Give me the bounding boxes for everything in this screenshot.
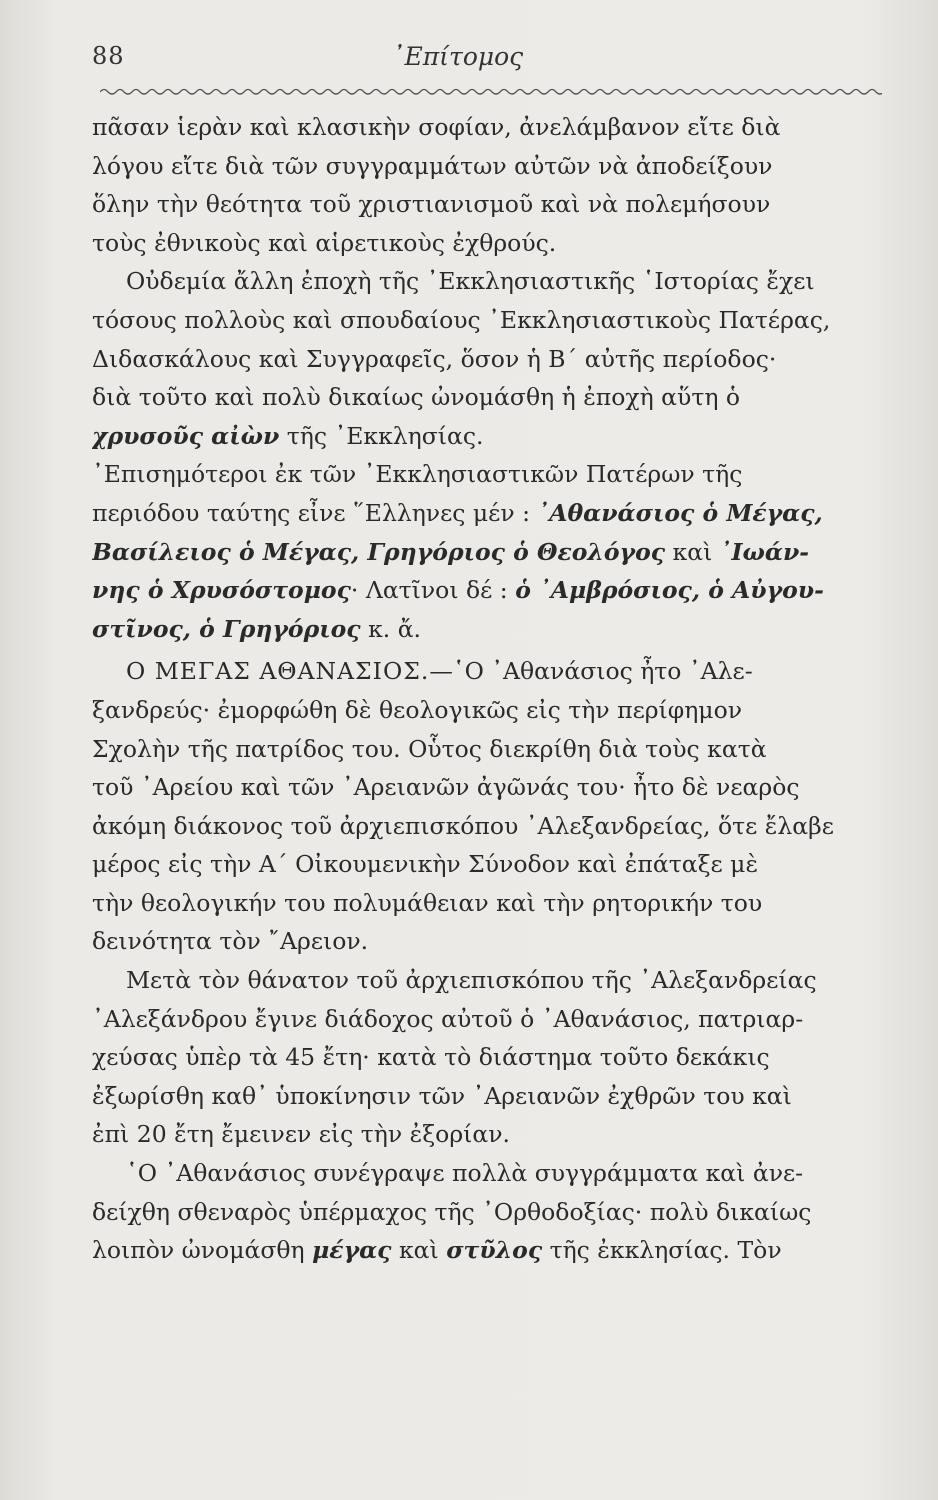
text-line: δείχθη σθεναρὸς ὑπέρμαχος τῆς ᾿Ορθοδοξίας· πολὺ δικαίως	[92, 1197, 812, 1226]
text-line: τοὺς ἐθνικοὺς καὶ αἱρετικοὺς ἐχθρούς.	[92, 228, 557, 257]
text-line: ξανδρεύς· ἐμορφώθη δὲ θεολογικῶς εἰς τὴν περίφημον	[92, 695, 743, 724]
text-run: τῆς ἐκκλησίας. Τὸν	[542, 1236, 782, 1265]
text-line: ἐξωρίσθη καθ᾿ ὑποκίνησιν τῶν ᾿Αρειανῶν ἐχθρῶν του καὶ	[92, 1081, 792, 1110]
emphasis-name: ὁ ᾿Αμβρόσιος, ὁ Αὐγου-	[515, 576, 824, 605]
text-run: καὶ	[665, 537, 720, 566]
emphasis-name: ᾿Ιωάν-	[719, 537, 810, 566]
text-run: λοιπὸν ὠνομάσθη	[92, 1236, 313, 1265]
paragraph-3	[92, 455, 882, 648]
ornamental-rule	[100, 84, 882, 98]
text-line: ἀκόμη διάκονος τοῦ ἀρχιεπισκόπου ᾿Αλεξανδρείας, ὅτε ἔλαβε	[92, 811, 834, 840]
page-header	[92, 42, 882, 82]
text-line: ᾿Επισημότεροι ἐκ τῶν ᾿Εκκλησιαστικῶν Πατέρων τῆς	[92, 460, 743, 489]
emphasis-word: στῦλος	[446, 1236, 543, 1265]
running-title: ᾿Επίτομος	[392, 42, 524, 71]
text-line: τὴν θεολογικήν του πολυμάθειαν καὶ τὴν ρητορικήν του	[92, 888, 763, 917]
paragraph-6	[92, 1154, 882, 1270]
paragraph-1	[92, 108, 882, 262]
text-line: ὅλην τὴν θεότητα τοῦ χριστιανισμοῦ καὶ νὰ πολεμήσουν	[92, 190, 771, 219]
text-line: Σχολὴν τῆς πατρίδος του. Οὗτος διεκρίθη διὰ τοὺς κατὰ	[92, 734, 767, 763]
text-line: τόσους πολλοὺς καὶ σπουδαίους ᾿Εκκλησιαστικοὺς Πατέρας,	[92, 305, 831, 334]
page-number: 88	[92, 42, 125, 70]
text-run: τῆς ᾿Εκκλησίας.	[279, 421, 484, 450]
body-text	[92, 108, 882, 1270]
text-line: διὰ τοῦτο καὶ πολὺ δικαίως ὠνομάσθη ἡ ἐποχὴ αὕτη ὁ	[92, 383, 741, 412]
text-line	[92, 571, 882, 610]
emphasis-golden-age: χρυσοῦς αἰὼν	[92, 421, 280, 450]
text-line: Μετὰ τὸν θάνατον τοῦ ἀρχιεπισκόπου τῆς ᾿Αλεξανδρείας	[126, 966, 817, 995]
text-line: πᾶσαν ἱερὰν καὶ κλασικὴν σοφίαν, ἀνελάμβανον εἴτε διὰ	[92, 113, 781, 141]
text-line	[92, 533, 882, 572]
text-line: λόγου εἴτε διὰ τῶν συγγραμμάτων αὐτῶν νὰ ἀποδείξουν	[92, 151, 773, 180]
text-run: καὶ	[391, 1236, 447, 1265]
paragraph-5	[92, 961, 882, 1154]
text-line	[92, 1231, 882, 1270]
text-line: μέρος εἰς τὴν Α΄ Οἰκουμενικὴν Σύνοδον καὶ ἐπάταξε μὲ	[92, 850, 759, 879]
emphasis-name: στῖνος, ὁ Γρηγόριος	[92, 614, 361, 643]
text-line	[92, 652, 882, 691]
text-line	[92, 417, 882, 456]
text-run: περιόδου ταύτης εἶνε ῞Ελληνες μέν :	[92, 498, 538, 527]
text-line: Οὐδεμία ἄλλη ἐποχὴ τῆς ᾿Εκκλησιαστικῆς ῾Ιστορίας ἔχει	[126, 267, 815, 296]
text-line: Διδασκάλους καὶ Συγγραφεῖς, ὅσον ἡ Β΄ αὐτῆς περίοδος·	[92, 344, 777, 373]
emphasis-word: μέγας	[312, 1236, 392, 1265]
emphasis-name: Βασίλειος ὁ Μέγας, Γρηγόριος ὁ Θεολόγος	[92, 537, 666, 566]
text-line: χεύσας ὑπὲρ τὰ 45 ἔτη· κατὰ τὸ διάστημα τοῦτο δεκάκις	[92, 1043, 770, 1072]
text-line: ᾿Αλεξάνδρου ἔγινε διάδοχος αὐτοῦ ὁ ᾿Αθανάσιος, πατριαρ-	[92, 1004, 804, 1033]
text-line: ἐπὶ 20 ἔτη ἔμεινεν εἰς τὴν ἐξορίαν.	[92, 1120, 510, 1149]
text-run: κ. ἄ.	[360, 614, 422, 643]
text-line: τοῦ ᾿Αρείου καὶ τῶν ᾿Αρειανῶν ἀγῶνάς του· ἦτο δὲ νεαρὸς	[92, 773, 800, 802]
paragraph-2	[92, 262, 882, 455]
emphasis-name: ᾿Αθανάσιος ὁ Μέγας,	[537, 498, 823, 527]
text-line: δεινότητα τὸν ῎Αρειον.	[92, 927, 369, 956]
text-run: · Λατῖνοι δέ :	[350, 576, 516, 605]
text-line	[92, 494, 882, 533]
text-line	[92, 610, 882, 649]
text-run: —῾Ο ᾿Αθανάσιος ἦτο ᾿Αλε-	[429, 657, 753, 686]
emphasis-name: νης ὁ Χρυσόστομος	[92, 576, 351, 605]
paragraph-4	[92, 652, 882, 961]
text-line: ῾Ο ᾿Αθανάσιος συνέγραψε πολλὰ συγγράμματα καὶ ἀνε-	[126, 1159, 804, 1188]
section-heading: Ο ΜΕΓΑΣ ΑΘΑΝΑΣΙΟΣ.	[126, 657, 430, 686]
